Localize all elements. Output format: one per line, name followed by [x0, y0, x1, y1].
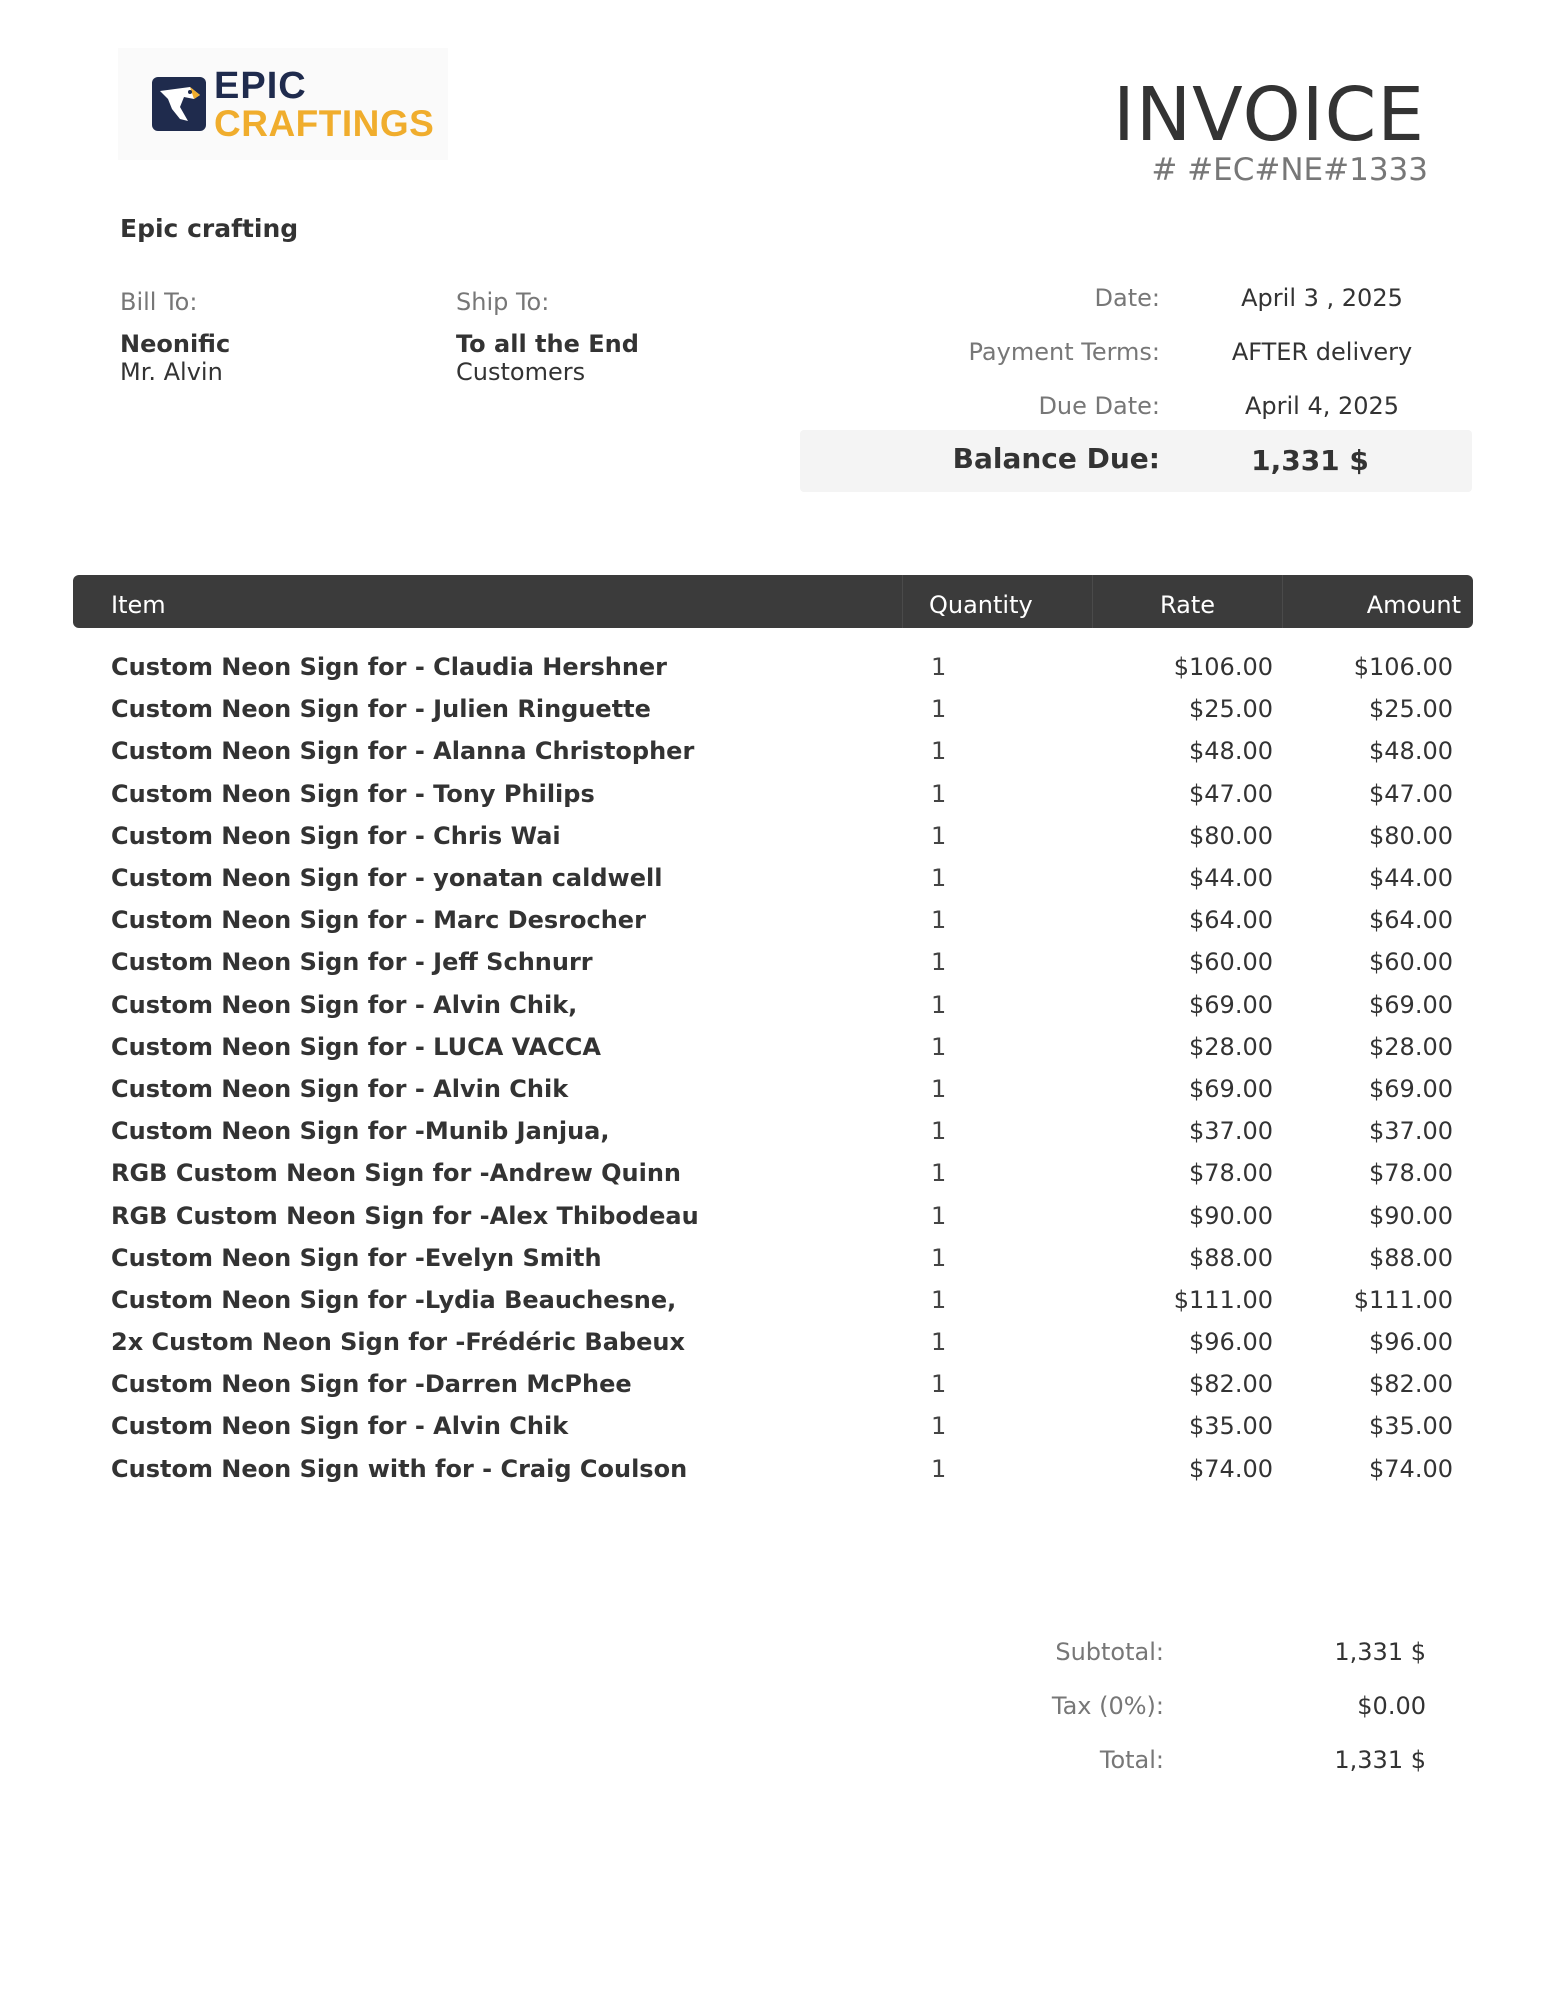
rate-cell: $48.00	[1189, 737, 1273, 766]
table-row	[73, 1448, 1473, 1490]
amount-cell: $28.00	[1369, 1032, 1453, 1061]
invoice-number: # #EC#NE#1333	[1151, 152, 1428, 188]
amount-cell: $35.00	[1369, 1412, 1453, 1441]
table-body	[73, 646, 1473, 1490]
amount-cell: $82.00	[1369, 1370, 1453, 1399]
rate-cell: $64.00	[1189, 906, 1273, 935]
tax-row	[800, 1692, 1472, 1746]
table-header	[73, 575, 1473, 628]
quantity-cell: 1	[931, 821, 947, 850]
quantity-cell: 1	[931, 948, 947, 977]
amount-cell: $74.00	[1369, 1454, 1453, 1483]
quantity-cell: 1	[931, 906, 947, 935]
date-row	[800, 278, 1472, 332]
table-row	[73, 1405, 1473, 1447]
amount-cell: $37.00	[1369, 1117, 1453, 1146]
amount-cell: $47.00	[1369, 779, 1453, 808]
quantity-cell: 1	[931, 1370, 947, 1399]
table-row	[73, 1321, 1473, 1363]
subtotal-label: Subtotal:	[1055, 1638, 1164, 1666]
quantity-cell: 1	[931, 1074, 947, 1103]
rate-cell: $82.00	[1189, 1370, 1273, 1399]
quantity-cell: 1	[931, 779, 947, 808]
rate-cell: $35.00	[1189, 1412, 1273, 1441]
amount-cell: $48.00	[1369, 737, 1453, 766]
item-cell: RGB Custom Neon Sign for -Alex Thibodeau	[111, 1201, 699, 1230]
rate-cell: $44.00	[1189, 864, 1273, 893]
payment-terms-label: Payment Terms:	[968, 338, 1160, 366]
item-cell: Custom Neon Sign for - Alanna Christopher	[111, 737, 695, 766]
item-cell: Custom Neon Sign for - LUCA VACCA	[111, 1032, 601, 1061]
ship-to-block	[456, 288, 639, 386]
item-cell: 2x Custom Neon Sign for -Frédéric Babeux	[111, 1328, 685, 1357]
rate-cell: $37.00	[1189, 1117, 1273, 1146]
item-cell: Custom Neon Sign for - Alvin Chik	[111, 1412, 569, 1441]
quantity-cell: 1	[931, 1328, 947, 1357]
rate-cell: $111.00	[1173, 1285, 1273, 1314]
invoice-meta	[800, 278, 1472, 440]
totals-block	[800, 1638, 1472, 1800]
quantity-cell: 1	[931, 653, 947, 682]
due-date-value: April 4, 2025	[1244, 392, 1400, 420]
amount-cell: $44.00	[1369, 864, 1453, 893]
ship-to-contact: Customers	[456, 358, 586, 386]
table-row	[73, 941, 1473, 983]
table-row	[73, 730, 1473, 772]
rate-cell: $88.00	[1189, 1243, 1273, 1272]
eagle-icon	[150, 73, 208, 135]
table-row	[73, 984, 1473, 1026]
balance-due-row	[800, 430, 1472, 492]
amount-cell: $88.00	[1369, 1243, 1453, 1272]
quantity-cell: 1	[931, 864, 947, 893]
item-cell: Custom Neon Sign for - Marc Desrocher	[111, 906, 646, 935]
amount-cell: $106.00	[1353, 653, 1453, 682]
amount-cell: $69.00	[1369, 1074, 1453, 1103]
logo-line-1: EPIC	[214, 64, 307, 107]
item-cell: Custom Neon Sign for - yonatan caldwell	[111, 864, 663, 893]
amount-cell: $60.00	[1369, 948, 1453, 977]
header-amount: Amount	[1366, 591, 1461, 619]
amount-cell: $96.00	[1369, 1328, 1453, 1357]
rate-cell: $74.00	[1189, 1454, 1273, 1483]
total-value: 1,331 $	[1334, 1746, 1426, 1774]
payment-terms-row	[800, 332, 1472, 386]
ship-to-label: Ship To:	[456, 288, 550, 316]
item-cell: Custom Neon Sign for -Lydia Beauchesne,	[111, 1285, 677, 1314]
invoice-title: INVOICE	[1113, 72, 1425, 158]
item-cell: Custom Neon Sign with for - Craig Coulson	[111, 1454, 688, 1483]
table-row	[73, 1068, 1473, 1110]
quantity-cell: 1	[931, 1243, 947, 1272]
ship-to-name: To all the End	[456, 330, 639, 358]
total-label: Total:	[1099, 1746, 1164, 1774]
bill-to-name: Neonific	[120, 330, 231, 358]
amount-cell: $80.00	[1369, 821, 1453, 850]
quantity-cell: 1	[931, 1201, 947, 1230]
bill-to-block	[120, 288, 230, 386]
rate-cell: $80.00	[1189, 821, 1273, 850]
rate-cell: $47.00	[1189, 779, 1273, 808]
item-cell: Custom Neon Sign for - Chris Wai	[111, 821, 561, 850]
subtotal-row	[800, 1638, 1472, 1692]
due-date-label: Due Date:	[1038, 392, 1160, 420]
table-row	[73, 773, 1473, 815]
quantity-cell: 1	[931, 1285, 947, 1314]
bill-to-label: Bill To:	[120, 288, 198, 316]
rate-cell: $90.00	[1189, 1201, 1273, 1230]
amount-cell: $90.00	[1369, 1201, 1453, 1230]
amount-cell: $64.00	[1369, 906, 1453, 935]
company-logo	[118, 48, 448, 160]
rate-cell: $60.00	[1189, 948, 1273, 977]
header-item: Item	[73, 575, 903, 628]
item-cell: Custom Neon Sign for - Julien Ringuette	[111, 695, 651, 724]
item-cell: RGB Custom Neon Sign for -Andrew Quinn	[111, 1159, 682, 1188]
line-items-table	[73, 575, 1473, 1490]
item-cell: Custom Neon Sign for - Alvin Chik,	[111, 990, 578, 1019]
subtotal-value: 1,331 $	[1334, 1638, 1426, 1666]
table-row	[73, 688, 1473, 730]
header-quantity: Quantity	[903, 575, 1093, 628]
bill-to-contact: Mr. Alvin	[120, 358, 223, 386]
item-cell: Custom Neon Sign for -Evelyn Smith	[111, 1243, 602, 1272]
table-row	[73, 1110, 1473, 1152]
quantity-cell: 1	[931, 737, 947, 766]
table-row	[73, 646, 1473, 688]
rate-cell: $28.00	[1189, 1032, 1273, 1061]
item-cell: Custom Neon Sign for - Claudia Hershner	[111, 653, 668, 682]
rate-cell: $96.00	[1189, 1328, 1273, 1357]
amount-cell: $78.00	[1369, 1159, 1453, 1188]
table-row	[73, 815, 1473, 857]
item-cell: Custom Neon Sign for - Jeff Schnurr	[111, 948, 593, 977]
amount-cell: $69.00	[1369, 990, 1453, 1019]
logo-line-2: CRAFTINGS	[214, 102, 435, 144]
quantity-cell: 1	[931, 1159, 947, 1188]
date-label: Date:	[1094, 284, 1160, 312]
item-cell: Custom Neon Sign for -Munib Janjua,	[111, 1117, 610, 1146]
rate-cell: $25.00	[1189, 695, 1273, 724]
quantity-cell: 1	[931, 1454, 947, 1483]
date-value: April 3 , 2025	[1241, 284, 1403, 312]
table-row	[73, 1026, 1473, 1068]
amount-cell: $111.00	[1353, 1285, 1453, 1314]
item-cell: Custom Neon Sign for - Alvin Chik	[111, 1074, 569, 1103]
balance-due-label: Balance Due:	[952, 442, 1160, 475]
quantity-cell: 1	[931, 695, 947, 724]
tax-value: $0.00	[1357, 1692, 1426, 1720]
quantity-cell: 1	[931, 1117, 947, 1146]
balance-due-value: 1,331 $	[1251, 444, 1369, 477]
amount-cell: $25.00	[1369, 695, 1453, 724]
table-row	[73, 1237, 1473, 1279]
rate-cell: $78.00	[1189, 1159, 1273, 1188]
tax-label: Tax (0%):	[1051, 1692, 1164, 1720]
quantity-cell: 1	[931, 990, 947, 1019]
table-row	[73, 857, 1473, 899]
quantity-cell: 1	[931, 1412, 947, 1441]
quantity-cell: 1	[931, 1032, 947, 1061]
header-rate: Rate	[1093, 575, 1283, 628]
from-company-name: Epic crafting	[120, 214, 299, 243]
total-row	[800, 1746, 1472, 1800]
table-row	[73, 899, 1473, 941]
table-row	[73, 1152, 1473, 1194]
rate-cell: $69.00	[1189, 1074, 1273, 1103]
rate-cell: $106.00	[1173, 653, 1273, 682]
rate-cell: $69.00	[1189, 990, 1273, 1019]
item-cell: Custom Neon Sign for -Darren McPhee	[111, 1370, 632, 1399]
table-row	[73, 1194, 1473, 1236]
table-row	[73, 1279, 1473, 1321]
payment-terms-value: AFTER delivery	[1231, 338, 1413, 366]
item-cell: Custom Neon Sign for - Tony Philips	[111, 779, 595, 808]
table-row	[73, 1363, 1473, 1405]
